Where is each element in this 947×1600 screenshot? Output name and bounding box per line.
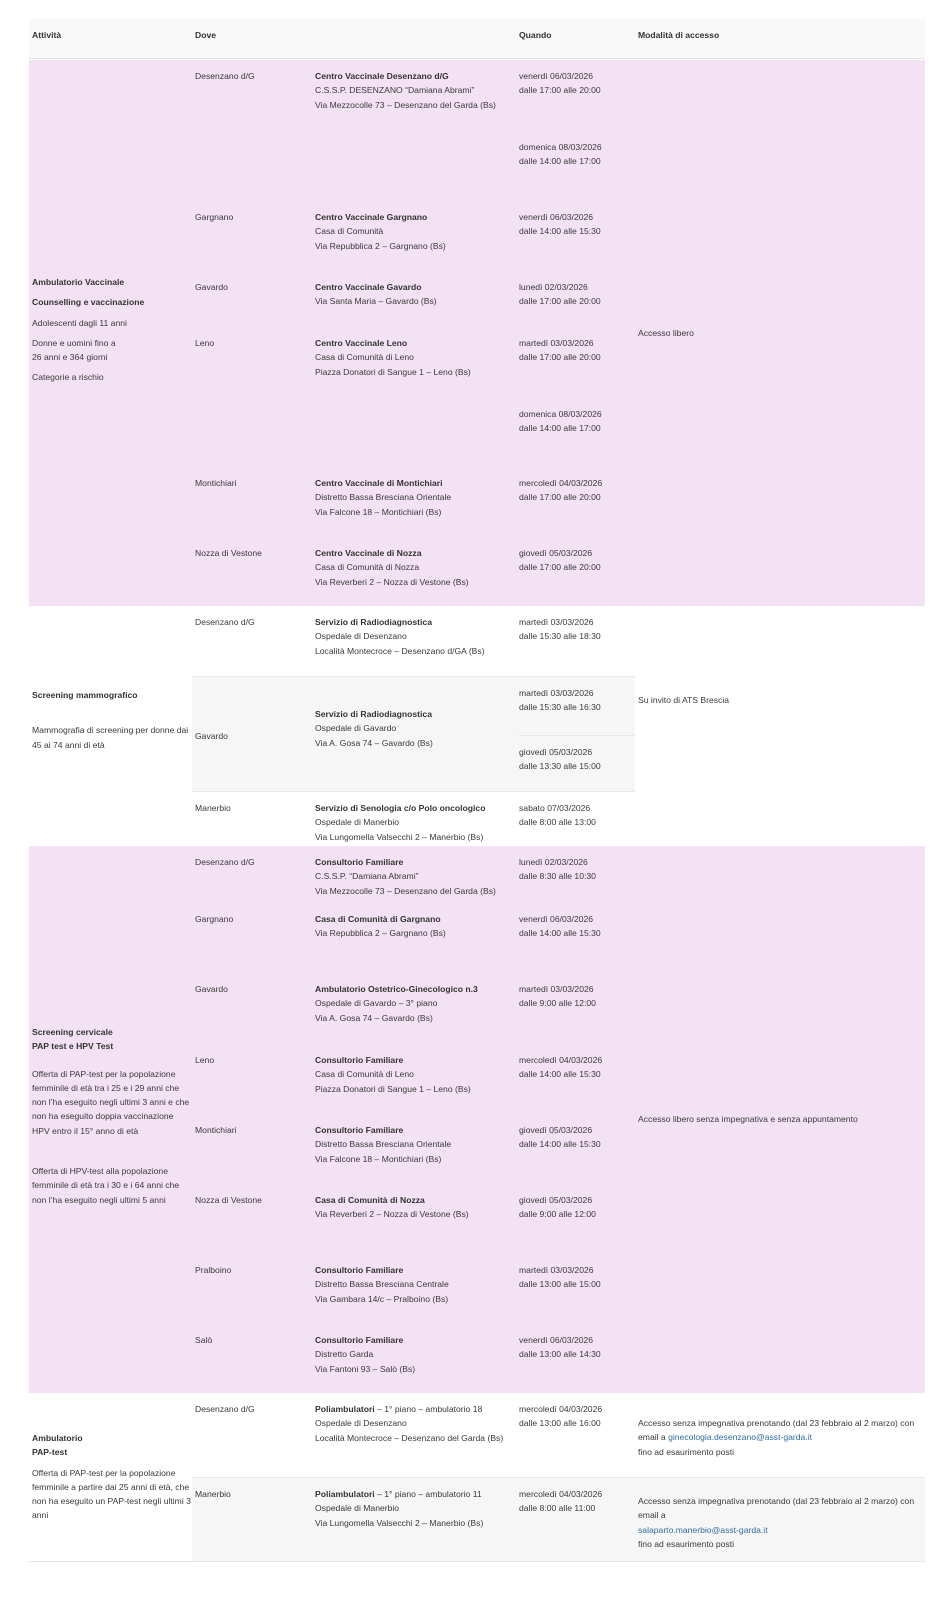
activity-subtitle: PAP test e HPV Test bbox=[32, 1041, 114, 1052]
place-line: Casa di Comunità di Leno bbox=[315, 352, 414, 363]
slot-date: venerdì 06/03/2026 bbox=[519, 71, 594, 81]
place-line: Ospedale di Desenzano bbox=[315, 1418, 407, 1429]
time-slot bbox=[519, 792, 635, 847]
place-line: Casa di Comunità di Nozza bbox=[315, 562, 420, 573]
location-place bbox=[315, 1193, 520, 1222]
place-line: C.S.S.P. “Damiana Abrami” bbox=[315, 871, 419, 882]
table-row bbox=[192, 972, 635, 1043]
place-line: Distretto Bassa Bresciana Orientale bbox=[315, 492, 452, 503]
activity-description: Offerta di PAP-test per la popolazione bbox=[32, 1068, 176, 1079]
place-line: Ospedale di Gavardo – 3° piano bbox=[315, 998, 438, 1009]
place-address: Via Fantoni 93 – Salò (Bs) bbox=[315, 1363, 416, 1374]
time-slot bbox=[519, 1184, 635, 1254]
table-row bbox=[192, 200, 635, 270]
activity-title: Screening cervicale bbox=[32, 1027, 113, 1037]
slot-time: dalle 17:00 alle 20:00 bbox=[519, 562, 601, 573]
slot-date: martedì 03/03/2026 bbox=[519, 1265, 594, 1275]
slot-time: dalle 8:30 alle 10:30 bbox=[519, 871, 596, 882]
time-slot bbox=[519, 1393, 635, 1477]
activity-target: Donne e uomini fino a bbox=[32, 337, 116, 348]
location-place bbox=[315, 1263, 520, 1306]
place-name: Poliambulatori bbox=[315, 1489, 375, 1499]
section-screening-mammografico bbox=[29, 606, 925, 846]
location-place bbox=[315, 982, 520, 1025]
table-header bbox=[29, 19, 925, 59]
section-ambulatorio-vaccinale bbox=[29, 60, 925, 606]
place-address: Via A. Gosa 74 – Gavardo (Bs) bbox=[315, 737, 433, 748]
slot-time: dalle 13:00 alle 14:30 bbox=[519, 1349, 601, 1360]
place-address: Via Mezzocolle 73 – Desenzano del Garda (Bs) bbox=[315, 99, 496, 110]
location-city: Manerbio bbox=[195, 803, 231, 813]
activity-description: Offerta di HPV-test alla popolazione bbox=[32, 1166, 168, 1177]
access-mode: Accesso libero bbox=[638, 328, 694, 338]
slot-date: giovedì 05/03/2026 bbox=[519, 747, 593, 757]
location-city: Leno bbox=[195, 1055, 215, 1065]
access-text: fino ad esaurimento posti bbox=[638, 1538, 735, 1549]
header-attivita: Attività bbox=[32, 30, 62, 40]
activity-title: Ambulatorio Vaccinale bbox=[32, 277, 125, 287]
place-line: Ospedale di Gavardo bbox=[315, 723, 397, 734]
slot-date: venerdì 06/03/2026 bbox=[519, 212, 594, 222]
time-slot bbox=[519, 537, 635, 607]
table-row bbox=[192, 536, 635, 606]
location-place bbox=[315, 546, 520, 589]
email-link[interactable]: salaparto.manerbio@asst-garda.it bbox=[638, 1524, 768, 1535]
slot-date: lunedì 02/03/2026 bbox=[519, 282, 588, 292]
location-city: Nozza di Vestone bbox=[195, 548, 262, 558]
slot-time: dalle 14:00 alle 15:30 bbox=[519, 928, 601, 939]
slot-time: dalle 14:00 alle 15:30 bbox=[519, 226, 601, 237]
slot-time: dalle 17:00 alle 20:00 bbox=[519, 296, 601, 307]
place-name: Servizio di Radiodiagnostica bbox=[315, 617, 432, 627]
place-address: Piazza Donatori di Sangue 1 – Leno (Bs) bbox=[315, 366, 471, 377]
location-city: Manerbio bbox=[195, 1489, 231, 1499]
slot-date: mercoledì 04/03/2026 bbox=[519, 1489, 603, 1499]
place-address: Via Falcone 18 – Montichiari (Bs) bbox=[315, 1153, 442, 1164]
place-address: Via Mezzocolle 73 – Desenzano del Garda (Bs) bbox=[315, 885, 496, 896]
place-name: Consultorio Familiare bbox=[315, 1125, 404, 1135]
slot-date: giovedì 05/03/2026 bbox=[519, 1195, 593, 1205]
access-text: Accesso senza impegnativa prenotando (dal 23 febbraio al 2 marzo) con bbox=[638, 1418, 915, 1428]
place-name: Centro Vaccinale di Nozza bbox=[315, 548, 422, 558]
place-name: Centro Vaccinale Gargnano bbox=[315, 212, 428, 222]
place-address: Via Falcone 18 – Montichiari (Bs) bbox=[315, 506, 442, 517]
place-name: Consultorio Familiare bbox=[315, 857, 404, 867]
place-address: Via A. Gosa 74 – Gavardo (Bs) bbox=[315, 1012, 433, 1023]
email-link[interactable]: ginecologia.desenzano@asst-garda.it bbox=[668, 1432, 813, 1443]
time-slot bbox=[519, 201, 635, 271]
slot-time: dalle 9:00 alle 12:00 bbox=[519, 1209, 596, 1220]
time-slot bbox=[519, 467, 635, 537]
time-slot bbox=[519, 735, 635, 792]
place-name: Ambulatorio Ostetrico-Ginecologico n.3 bbox=[315, 984, 478, 994]
time-slot bbox=[519, 1478, 635, 1562]
table-row bbox=[192, 326, 635, 466]
table-bottom-border bbox=[29, 1561, 925, 1562]
table-row bbox=[192, 1477, 925, 1561]
place-name: Consultorio Familiare bbox=[315, 1055, 404, 1065]
slot-date: martedì 03/03/2026 bbox=[519, 338, 594, 348]
time-slot bbox=[519, 271, 635, 327]
time-slot bbox=[519, 903, 635, 973]
location-place bbox=[315, 1402, 520, 1445]
location-city: Gavardo bbox=[195, 731, 228, 741]
activity-target: Categorie a rischio bbox=[32, 372, 104, 383]
table-row bbox=[192, 1183, 635, 1253]
location-place bbox=[315, 476, 520, 519]
table-row bbox=[192, 606, 635, 676]
place-line: Via Reverberi 2 – Nozza di Vestone (Bs) bbox=[315, 1209, 469, 1220]
location-city: Desenzano d/G bbox=[195, 617, 255, 627]
slot-time: dalle 14:00 alle 17:00 bbox=[519, 156, 601, 167]
location-place bbox=[315, 1053, 520, 1096]
table-row bbox=[192, 1043, 635, 1113]
slot-date: mercoledì 04/03/2026 bbox=[519, 1055, 603, 1065]
location-city: Desenzano d/G bbox=[195, 71, 255, 81]
slot-time: dalle 8:00 alle 11:00 bbox=[519, 1503, 596, 1514]
slot-time: dalle 14:00 alle 15:30 bbox=[519, 1139, 601, 1150]
place-line: C.S.S.P. DESENZANO “Damiana Abrami” bbox=[315, 85, 475, 96]
location-city: Gavardo bbox=[195, 282, 228, 292]
section-screening-cervicale bbox=[29, 846, 925, 1393]
activity-description: non l’ha eseguito negli ultimi 5 anni bbox=[32, 1194, 166, 1205]
activity-description: anni bbox=[32, 1510, 49, 1521]
location-place bbox=[315, 280, 520, 309]
place-address: Piazza Donatori di Sangue 1 – Leno (Bs) bbox=[315, 1083, 471, 1094]
table-row bbox=[192, 791, 635, 846]
time-slot bbox=[519, 846, 635, 902]
access-text: email a bbox=[638, 1510, 666, 1521]
place-name: Casa di Comunità di Nozza bbox=[315, 1195, 425, 1205]
slot-date: martedì 03/03/2026 bbox=[519, 984, 594, 994]
time-slot bbox=[519, 60, 635, 130]
place-address: Località Montecroce – Desenzano del Garda (Bs) bbox=[315, 1432, 504, 1443]
location-city: Desenzano d/G bbox=[195, 857, 255, 867]
location-city: Nozza di Vestone bbox=[195, 1195, 262, 1205]
slot-time: dalle 17:00 alle 20:00 bbox=[519, 492, 601, 503]
activity-subtitle: Counselling e vaccinazione bbox=[32, 297, 145, 308]
access-text: Accesso senza impegnativa prenotando (dal 23 febbraio al 2 marzo) con bbox=[638, 1496, 915, 1506]
activity-description: non ha eseguito doppia vaccinazione bbox=[32, 1111, 174, 1122]
header-modalita: Modalità di accesso bbox=[638, 30, 720, 40]
location-city: Leno bbox=[195, 338, 215, 348]
table-row bbox=[192, 466, 635, 536]
place-line: Ospedale di Manerbio bbox=[315, 1503, 400, 1514]
place-line: Via Repubblica 2 – Gargnano (Bs) bbox=[315, 928, 446, 939]
place-line: Ospedale di Manerbio bbox=[315, 817, 400, 828]
time-slot bbox=[519, 1324, 635, 1394]
table-row bbox=[192, 1253, 635, 1323]
slot-date: mercoledì 04/03/2026 bbox=[519, 1404, 603, 1414]
activity-mammografico bbox=[32, 688, 192, 752]
table-row bbox=[192, 676, 635, 791]
place-address: Via Lungomella Valsecchi 2 – Manerbio (Bs) bbox=[315, 1517, 484, 1528]
time-slot bbox=[519, 327, 635, 397]
time-slot bbox=[519, 973, 635, 1044]
place-name: Centro Vaccinale Leno bbox=[315, 338, 408, 348]
slot-date: giovedì 05/03/2026 bbox=[519, 1125, 593, 1135]
location-place bbox=[315, 855, 520, 898]
activity-cervicale bbox=[32, 1025, 192, 1207]
place-name: Consultorio Familiare bbox=[315, 1335, 404, 1345]
place-line: Distretto Bassa Bresciana Orientale bbox=[315, 1139, 452, 1150]
slot-date: martedì 03/03/2026 bbox=[519, 688, 594, 698]
slot-time: dalle 15:30 alle 18:30 bbox=[519, 631, 601, 642]
time-slot bbox=[519, 397, 635, 467]
location-place bbox=[315, 1333, 520, 1376]
place-line: Casa di Comunità di Leno bbox=[315, 1069, 414, 1080]
location-place bbox=[315, 336, 520, 379]
time-slot bbox=[519, 606, 635, 676]
place-name: Casa di Comunità di Gargnano bbox=[315, 914, 441, 924]
place-name: Poliambulatori bbox=[315, 1404, 375, 1414]
slot-date: giovedì 05/03/2026 bbox=[519, 548, 593, 558]
table-row bbox=[192, 1393, 925, 1477]
place-name: Centro Vaccinale Gavardo bbox=[315, 282, 422, 292]
table-row bbox=[192, 1113, 635, 1183]
location-place bbox=[315, 707, 520, 750]
slot-date: lunedì 02/03/2026 bbox=[519, 857, 588, 867]
place-address: Via Repubblica 2 – Gargnano (Bs) bbox=[315, 240, 446, 251]
slot-date: mercoledì 04/03/2026 bbox=[519, 478, 603, 488]
location-city: Gargnano bbox=[195, 212, 234, 222]
activity-description: Offerta di PAP-test per la popolazione bbox=[32, 1467, 176, 1478]
header-quando: Quando bbox=[519, 30, 552, 40]
slot-date: venerdì 06/03/2026 bbox=[519, 914, 594, 924]
place-name: Servizio di Senologia c/o Polo oncologico bbox=[315, 803, 486, 813]
slot-date: martedì 03/03/2026 bbox=[519, 617, 594, 627]
slot-time: dalle 14:00 alle 15:30 bbox=[519, 1069, 601, 1080]
access-text: email a bbox=[638, 1432, 669, 1443]
access-mode: Accesso libero senza impegnativa e senza appuntamento bbox=[638, 1114, 858, 1124]
place-floor: – 1° piano – ambulatorio 18 bbox=[374, 1404, 483, 1414]
table-row bbox=[192, 902, 635, 972]
slot-date: domenica 08/03/2026 bbox=[519, 142, 602, 152]
access-mode bbox=[638, 1494, 923, 1551]
place-name: Servizio di Radiodiagnostica bbox=[315, 709, 432, 719]
slot-time: dalle 13:00 alle 16:00 bbox=[519, 1418, 601, 1429]
activity-description: femminile a partire dai 25 anni di età, che bbox=[32, 1481, 190, 1492]
activity-description: femminile di età tra i 30 e i 64 anni che bbox=[32, 1180, 180, 1191]
place-name: Centro Vaccinale Desenzano d/G bbox=[315, 71, 449, 81]
place-line: Via Santa Maria – Gavardo (Bs) bbox=[315, 296, 437, 307]
slot-time: dalle 9:00 alle 12:00 bbox=[519, 998, 596, 1009]
location-city: Pralboino bbox=[195, 1265, 232, 1275]
activity-title: Screening mammografico bbox=[32, 690, 138, 700]
slot-time: dalle 8:00 alle 13:00 bbox=[519, 817, 596, 828]
place-name: Centro Vaccinale di Montichiari bbox=[315, 478, 443, 488]
place-line: Casa di Comunità bbox=[315, 226, 384, 237]
place-address: Via Lungomella Valsecchi 2 – Manerbio (Bs) bbox=[315, 831, 484, 842]
activity-title: Ambulatorio bbox=[32, 1433, 83, 1443]
access-text: fino ad esaurimento posti bbox=[638, 1446, 735, 1457]
place-line: Distretto Bassa Bresciana Centrale bbox=[315, 1279, 449, 1290]
place-line: Distretto Garda bbox=[315, 1349, 374, 1360]
activity-target: Adolescenti dagli 11 anni bbox=[32, 317, 127, 328]
section-ambulatorio-pap-test bbox=[29, 1393, 925, 1561]
location-city: Gargnano bbox=[195, 914, 234, 924]
activity-description: non ha eseguito un PAP-test negli ultimi 3 bbox=[32, 1496, 191, 1507]
time-slot bbox=[519, 1254, 635, 1324]
slot-time: dalle 13:00 alle 15:00 bbox=[519, 1279, 601, 1290]
activity-target: 26 anni e 364 giorni bbox=[32, 352, 108, 363]
activity-description: Mammografia di screening per donne dai bbox=[32, 725, 189, 736]
place-address: Località Montecroce – Desenzano d/GA (Bs) bbox=[315, 645, 485, 656]
activity-description: non l’ha eseguito negli ultimi 3 anni e che bbox=[32, 1097, 190, 1108]
activity-vaccinale bbox=[32, 275, 192, 385]
activity-description: 45 ai 74 anni di età bbox=[32, 739, 105, 750]
activity-description: femminile di età tra i 25 e i 29 anni che bbox=[32, 1082, 180, 1093]
location-city: Montichiari bbox=[195, 478, 237, 488]
location-place bbox=[315, 615, 520, 658]
header-dove: Dove bbox=[195, 30, 217, 40]
slot-time: dalle 14:00 alle 17:00 bbox=[519, 423, 601, 434]
location-place bbox=[315, 912, 520, 941]
access-mode: Su invito di ATS Brescia bbox=[638, 695, 730, 705]
table-row bbox=[192, 270, 635, 326]
location-city: Gavardo bbox=[195, 984, 228, 994]
slot-date: domenica 08/03/2026 bbox=[519, 409, 602, 419]
time-slot bbox=[519, 677, 635, 735]
slot-date: sabato 07/03/2026 bbox=[519, 803, 591, 813]
activity-description: HPV entro il 15° anno di età bbox=[32, 1125, 139, 1136]
location-city: Desenzano d/G bbox=[195, 1404, 255, 1414]
location-place bbox=[315, 69, 520, 112]
time-slot bbox=[519, 1044, 635, 1114]
time-slot bbox=[519, 1114, 635, 1184]
location-city: Montichiari bbox=[195, 1125, 237, 1135]
place-floor: – 1° piano – ambulatorio 11 bbox=[374, 1489, 482, 1499]
activity-subtitle: PAP-test bbox=[32, 1447, 68, 1458]
slot-time: dalle 15:30 alle 16:30 bbox=[519, 702, 601, 713]
time-slot bbox=[519, 130, 635, 200]
slot-date: venerdì 06/03/2026 bbox=[519, 1335, 594, 1345]
slot-time: dalle 13:30 alle 15:00 bbox=[519, 761, 601, 772]
slot-time: dalle 17:00 alle 20:00 bbox=[519, 85, 601, 96]
location-city: Salò bbox=[195, 1335, 213, 1345]
location-place bbox=[315, 210, 520, 253]
activity-pap-test bbox=[32, 1431, 192, 1523]
place-line: Ospedale di Desenzano bbox=[315, 631, 407, 642]
location-place bbox=[315, 1123, 520, 1166]
place-address: Via Reverberi 2 – Nozza di Vestone (Bs) bbox=[315, 576, 469, 587]
table-row bbox=[192, 846, 635, 902]
slot-time: dalle 17:00 alle 20:00 bbox=[519, 352, 601, 363]
place-address: Via Gambara 14/c – Pralboino (Bs) bbox=[315, 1293, 449, 1304]
table-row bbox=[192, 60, 635, 200]
location-place bbox=[315, 1487, 520, 1530]
access-mode bbox=[638, 1416, 923, 1459]
table-row bbox=[192, 1323, 635, 1393]
place-name: Consultorio Familiare bbox=[315, 1265, 404, 1275]
location-place bbox=[315, 801, 520, 844]
